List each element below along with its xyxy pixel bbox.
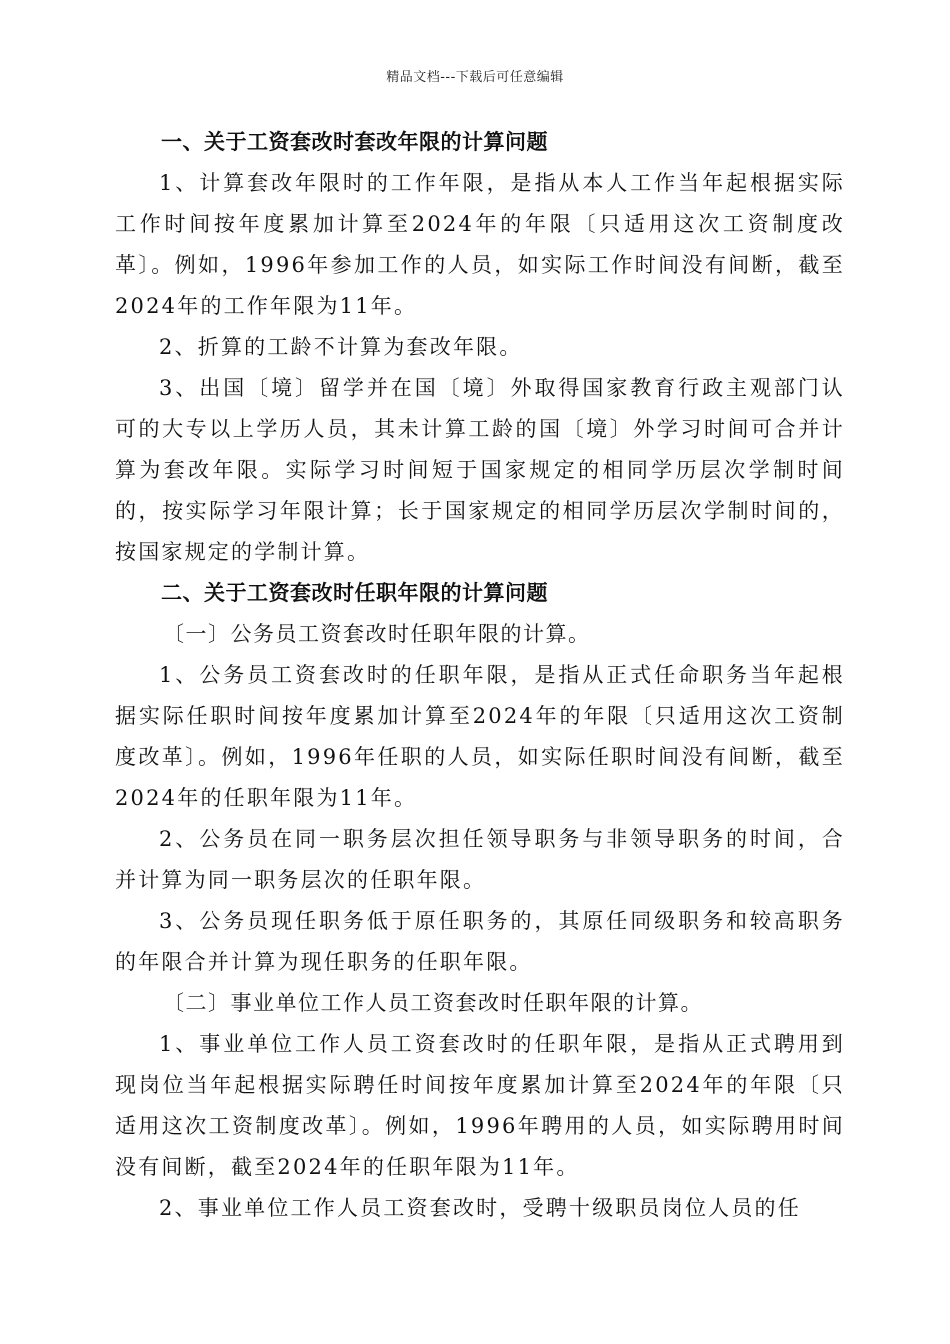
section-1-paragraph-1: 1、计算套改年限时的工作年限，是指从本人工作当年起根据实际工作时间按年度累加计算至2024年的年限〔只适用这次工资制度改革〕。例如，1996年参加工作的人员，如实际工作时间没有间断，截至2024年的工作年限为11年。: [115, 171, 845, 318]
section-2-paragraph-3: 3、公务员现任职务低于原任职务的，其原任同级职务和较高职务的年限合并计算为现任职务的任职年限。: [115, 909, 845, 974]
section-1-paragraph-3: 3、出国〔境〕留学并在国〔境〕外取得国家教育行政主观部门认可的大专以上学历人员，其未计算工龄的国〔境〕外学习时间可合并计算为套改年限。实际学习时间短于国家规定的相同学历层次学制时间的，按实际学习年限计算；长于国家规定的相同学历层次学制时间的，按国家规定的学制计算。: [115, 376, 845, 564]
section-2-title: 二、关于工资套改时任职年限的计算问题: [161, 581, 548, 605]
section-1-title: 一、关于工资套改时套改年限的计算问题: [161, 130, 548, 154]
section-2-paragraph-1: 1、公务员工资套改时的任职年限，是指从正式任命职务当年起根据实际任职时间按年度累加计算至2024年的年限〔只适用这次工资制度改革〕。例如，1996年任职的人员，如实际任职时间没有间断，截至2024年的任职年限为11年。: [115, 663, 845, 810]
document-body: [115, 122, 845, 1229]
section-2-paragraph-5: 2、事业单位工作人员工资套改时，受聘十级职员岗位人员的任: [159, 1196, 801, 1220]
section-2-paragraph-4: 1、事业单位工作人员工资套改时的任职年限，是指从正式聘用到现岗位当年起根据实际聘任时间按年度累加计算至2024年的年限〔只适用这次工资制度改革〕。例如，1996年聘用的人员，如实际聘用时间没有间断，截至2024年的任职年限为11年。: [115, 1032, 845, 1179]
section-2-subtitle-1: 〔一〕公务员工资套改时任职年限的计算。: [163, 622, 591, 646]
section-2-paragraph-2: 2、公务员在同一职务层次担任领导职务与非领导职务的时间，合并计算为同一职务层次的任职年限。: [115, 827, 845, 892]
section-1-paragraph-2: 2、折算的工龄不计算为套改年限。: [159, 335, 523, 359]
page-header: 精品文档---下载后可任意编辑: [386, 70, 564, 85]
section-2-subtitle-2: 〔二〕事业单位工作人员工资套改时任职年限的计算。: [163, 991, 703, 1015]
